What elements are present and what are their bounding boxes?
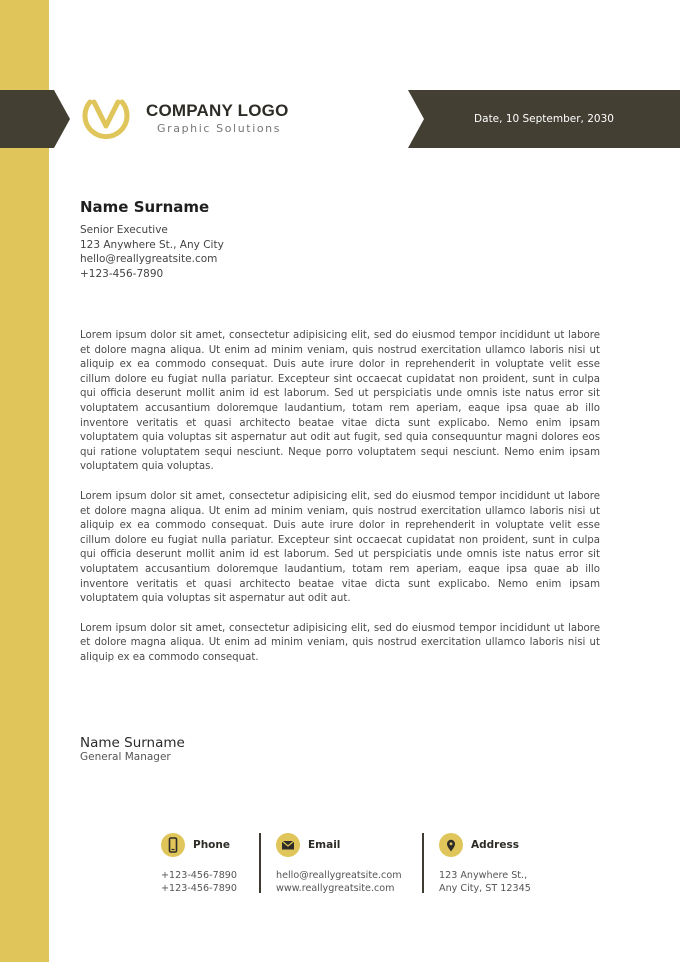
- signature-title: General Manager: [80, 751, 171, 763]
- body-paragraph: Lorem ipsum dolor sit amet, consectetur adipisicing elit, sed do eiusmod tempor incididunt ut labore et dolore magna aliqua. Ut enim ad minim veniam, quis nostrud exercitation ullamco laboris nisi ut aliquip ex ea commodo consequat. Duis aute irure dolor in reprehenderit in voluptate velit esse cillum dolore eu fugiat nulla pariatur. Excepteur sint occaecat cupidatat non proident, sunt in culpa qui officia deserunt mollit anim id est laborum. Sed ut perspiciatis unde omnis iste natus error sit voluptatem accusantium doloremque laudantium, totam rem aperiam, eaque ipsa quae ab illo inventore veritatis et quasi architecto beatae vitae dicta sunt explicabo. Nemo enim ipsam voluptatem quia voluptas sit aspernatur aut odit aut.: [80, 490, 600, 605]
- contact-divider: [422, 833, 424, 893]
- sender-phone: +123-456-7890: [80, 268, 164, 281]
- signature-name: Name Surname: [80, 735, 185, 751]
- contact-phone-line1: +123-456-7890: [161, 870, 238, 881]
- company-logo-subtitle: Graphic Solutions: [157, 122, 282, 135]
- contact-divider: [259, 833, 261, 893]
- contact-email-line2: www.reallygreatsite.com: [276, 883, 395, 894]
- company-logo-title: COMPANY LOGO: [146, 101, 289, 120]
- sender-address: 123 Anywhere St., Any City: [80, 238, 224, 251]
- contact-email-label: Email: [308, 839, 341, 851]
- contact-phone-label: Phone: [193, 839, 230, 851]
- body-paragraph: Lorem ipsum dolor sit amet, consectetur adipisicing elit, sed do eiusmod tempor incididunt ut labore et dolore magna aliqua. Ut enim ad minim veniam, quis nostrud exercitation ullamco laboris nisi ut aliquip ex ea commodo consequat. Duis aute irure dolor in reprehenderit in voluptate velit esse cillum dolore eu fugiat nulla pariatur. Excepteur sint occaecat cupidatat non proident, sunt in culpa qui officia deserunt mollit anim id est laborum. Sed ut perspiciatis unde omnis iste natus error sit voluptatem accusantium doloremque laudantium, totam rem aperiam, eaque ipsa quae ab illo inventore veritatis et quasi architecto beatae vitae dicta sunt explicabo. Nemo enim ipsam voluptatem quia voluptas sit aspernatur aut odit aut fugit, sed quia consequuntur magni dolores eos qui ratione voluptatem sequi nesciunt. Neque porro voluptatem sequi nesciunt. Nemo enim ipsam voluptatem quia voluptas.: [80, 330, 600, 473]
- sender-name: Name Surname: [80, 198, 210, 216]
- contact-address-line2: Any City, ST 12345: [439, 883, 531, 894]
- body-paragraph: Lorem ipsum dolor sit amet, consectetur adipisicing elit, sed do eiusmod tempor incididunt ut labore et dolore magna aliqua. Ut enim ad minim veniam, quis nostrud exercitation ullamco laboris nisi ut aliquip ex ea commodo consequat.: [80, 622, 600, 663]
- phone-icon: [161, 833, 185, 857]
- sender-details: [80, 223, 224, 282]
- header-left-band: [0, 90, 70, 148]
- v-circle-logo-icon: [80, 94, 132, 144]
- header-date: Date, 10 September, 2030: [474, 113, 614, 125]
- contact-address-label: Address: [471, 839, 519, 851]
- sender-email: hello@reallygreatsite.com: [80, 253, 218, 266]
- envelope-icon: [276, 833, 300, 857]
- contact-email-line1: hello@reallygreatsite.com: [276, 870, 402, 881]
- sender-title: Senior Executive: [80, 224, 168, 236]
- contact-phone-line2: +123-456-7890: [161, 883, 238, 894]
- letter-body: [80, 329, 600, 680]
- contact-address-line1: 123 Anywhere St.,: [439, 870, 528, 881]
- map-pin-icon: [439, 833, 463, 857]
